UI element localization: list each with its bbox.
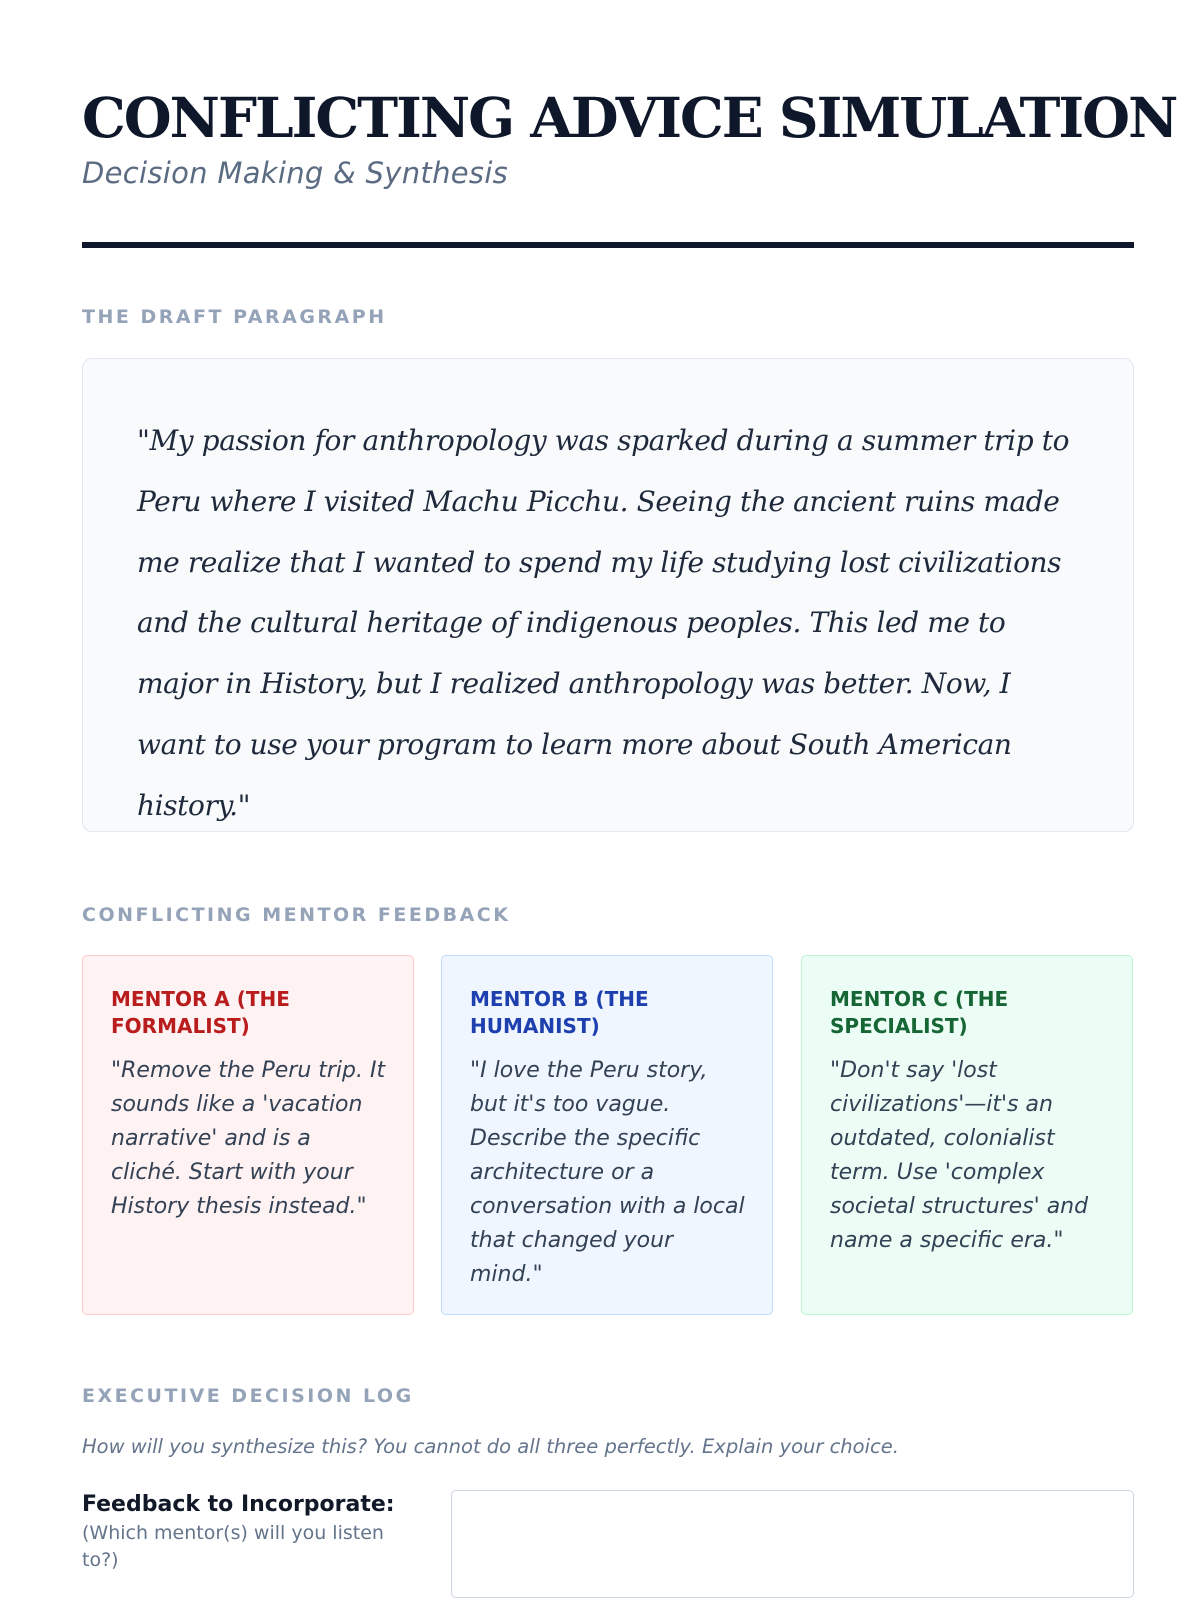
feedback-to-incorporate-input[interactable] xyxy=(451,1490,1134,1598)
mentor-b-name: MENTOR B (THE HUMANIST) xyxy=(470,987,649,1038)
decision-log-section-label: EXECUTIVE DECISION LOG xyxy=(82,1385,414,1407)
title-divider xyxy=(82,242,1134,248)
feedback-field-title: Feedback to Incorporate: xyxy=(82,1492,395,1517)
mentor-b-quote: "I love the Peru story, but it's too vague. Describe the specific architecture or a conversation with a local that changed your mind." xyxy=(470,1058,745,1287)
page-subtitle: Decision Making & Synthesis xyxy=(82,156,509,190)
mentor-a-card xyxy=(82,955,414,1315)
draft-paragraph-box xyxy=(82,358,1134,832)
mentor-c-card xyxy=(801,955,1133,1315)
decision-log-instruction: How will you synthesize this? You cannot do all three perfectly. Explain your choice. xyxy=(82,1435,899,1458)
mentor-a-quote: "Remove the Peru trip. It sounds like a 'vacation narrative' and is a cliché. Start with your History thesis instead." xyxy=(111,1058,386,1219)
page-title: CONFLICTING ADVICE SIMULATION xyxy=(82,85,1177,150)
draft-paragraph-text: "My passion for anthropology was sparked during a summer trip to Peru where I visited Machu Picchu. Seeing the ancient ruins made me realize that I wanted to spend my life studying lost civilizations and the cultural heritage of indigenous peoples. This led me to major in History, but I realized anthropology was better. Now, I want to use your program to learn more about South American history." xyxy=(137,424,1070,822)
feedback-field-hint: (Which mentor(s) will you listen to?) xyxy=(82,1522,384,1571)
mentor-c-quote: "Don't say 'lost civilizations'—it's an outdated, colonialist term. Use 'complex societal structures' and name a specific era." xyxy=(830,1058,1089,1253)
feedback-field-label xyxy=(82,1490,412,1574)
draft-section-label: THE DRAFT PARAGRAPH xyxy=(82,306,387,328)
mentor-a-name: MENTOR A (THE FORMALIST) xyxy=(111,987,290,1038)
mentor-b-card xyxy=(441,955,773,1315)
feedback-section-label: CONFLICTING MENTOR FEEDBACK xyxy=(82,904,511,926)
mentor-c-name: MENTOR C (THE SPECIALIST) xyxy=(830,987,1009,1038)
